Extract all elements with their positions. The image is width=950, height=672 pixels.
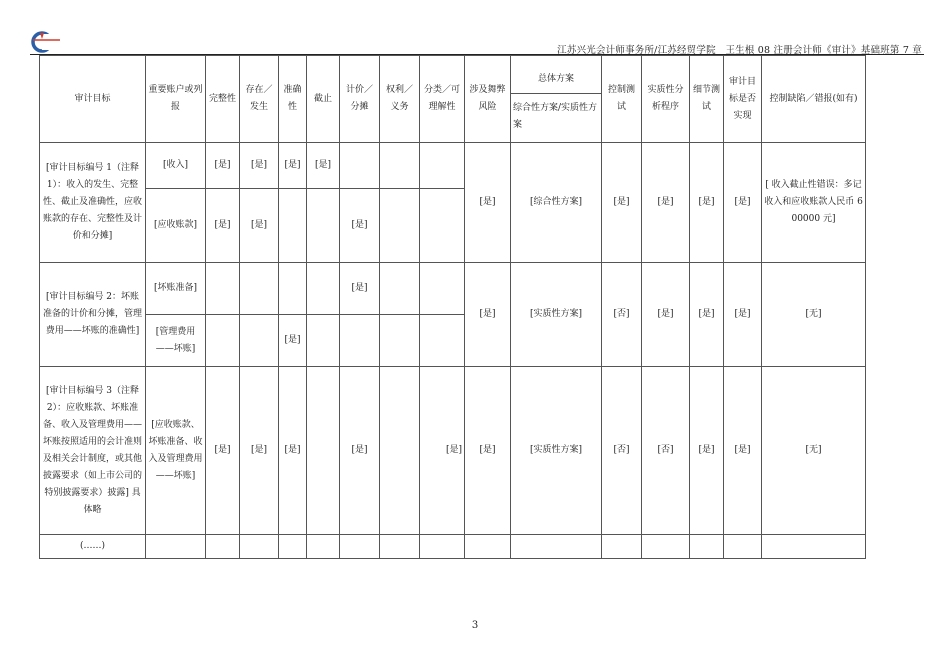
completeness-cell — [206, 263, 240, 315]
header-accuracy: 准确性 — [279, 56, 307, 143]
achieved-cell: [是] — [724, 263, 762, 367]
header-fraud-risk: 涉及舞弊风险 — [465, 56, 511, 143]
classification-cell — [420, 263, 465, 315]
completeness-cell: [是] — [206, 367, 240, 535]
header-classification: 分类／可理解性 — [420, 56, 465, 143]
detail-test-cell: [是] — [690, 263, 724, 367]
header-row — [40, 56, 866, 143]
header-account: 重要账户或列报 — [146, 56, 206, 143]
existence-cell — [240, 315, 279, 367]
completeness-cell: [是] — [206, 143, 240, 189]
fraud-risk-cell: [是] — [465, 143, 511, 263]
plan-cell: [实质性方案] — [511, 367, 602, 535]
classification-cell: [是] — [420, 367, 465, 535]
classification-cell — [420, 143, 465, 189]
valuation-cell: [是] — [340, 263, 380, 315]
classification-cell — [420, 315, 465, 367]
deficiency-cell: [无] — [762, 263, 866, 367]
overall-plan-sub-label: 综合性方案/实质性方案 — [513, 102, 598, 130]
analytical-cell: [是] — [642, 263, 690, 367]
header-analytical: 实质性分析程序 — [642, 56, 690, 143]
rights-cell — [380, 367, 420, 535]
fraud-risk-cell: [是] — [465, 367, 511, 535]
achieved-cell: [是] — [724, 367, 762, 535]
control-test-cell: [否] — [602, 367, 642, 535]
achieved-cell: [是] — [724, 143, 762, 263]
cpa-logo — [30, 29, 70, 55]
table-row — [40, 367, 866, 535]
control-test-cell: [否] — [602, 263, 642, 367]
analytical-cell: [否] — [642, 367, 690, 535]
deficiency-cell: [ 收入截止性错误：多记收入和应收账款人民币 600000 元] — [762, 143, 866, 263]
cutoff-cell — [307, 315, 340, 367]
accuracy-cell: [是] — [279, 315, 307, 367]
completeness-cell: [是] — [206, 189, 240, 263]
table-row — [40, 535, 866, 559]
accuracy-cell — [279, 263, 307, 315]
existence-cell — [240, 263, 279, 315]
header-completeness: 完整性 — [206, 56, 240, 143]
account-cell: [坏账准备] — [146, 263, 206, 315]
objective-1: [审计目标编号 1（注释 1）：收入的发生、完整性、截止及准确性，应收账款的存在、完整性及计价和分摊] — [40, 143, 146, 263]
header-valuation: 计价／分摊 — [340, 56, 380, 143]
audit-plan-table — [39, 55, 866, 559]
valuation-cell: [是] — [340, 189, 380, 263]
header-cutoff: 截止 — [307, 56, 340, 143]
detail-test-cell: [是] — [690, 143, 724, 263]
overall-plan-label: 总体方案 — [511, 65, 601, 94]
accuracy-cell: [是] — [279, 367, 307, 535]
rights-cell — [380, 263, 420, 315]
valuation-cell — [340, 315, 380, 367]
cutoff-cell — [307, 189, 340, 263]
rights-cell — [380, 189, 420, 263]
valuation-cell: [是] — [340, 367, 380, 535]
deficiency-cell: [无] — [762, 367, 866, 535]
detail-test-cell: [是] — [690, 367, 724, 535]
table-row — [40, 263, 866, 315]
table-row — [40, 143, 866, 189]
plan-cell: [实质性方案] — [511, 263, 602, 367]
header-deficiency: 控制缺陷／错报(如有) — [762, 56, 866, 143]
plan-cell: [综合性方案] — [511, 143, 602, 263]
cutoff-cell — [307, 367, 340, 535]
control-test-cell: [是] — [602, 143, 642, 263]
existence-cell: [是] — [240, 189, 279, 263]
accuracy-cell — [279, 189, 307, 263]
objective-2: [审计目标编号 2：坏账准备的计价和分摊，管理费用——坏账的准确性] — [40, 263, 146, 367]
account-cell: [管理费用——坏账] — [146, 315, 206, 367]
header-overall-plan — [511, 56, 602, 143]
completeness-cell — [206, 315, 240, 367]
objective-3: [审计目标编号 3（注释 2）：应收账款、坏账准备、收入及管理费用——坏账按照适用的会计准则及相关会计制度，或其他披露要求（如上市公司的特别披露要求）披露] 具体略 — [40, 367, 146, 535]
valuation-cell — [340, 143, 380, 189]
fraud-risk-cell: [是] — [465, 263, 511, 367]
header-existence: 存在／发生 — [240, 56, 279, 143]
running-header: 江苏兴光会计师事务所/江苏经贸学院 王生根 08 注册会计师《审计》基础班第 7 章 — [557, 45, 922, 56]
header-detail-test: 细节测试 — [690, 56, 724, 143]
account-cell: [应收账款] — [146, 189, 206, 263]
rights-cell — [380, 315, 420, 367]
classification-cell — [420, 189, 465, 263]
account-cell: [收入] — [146, 143, 206, 189]
cutoff-cell: [是] — [307, 143, 340, 189]
cutoff-cell — [307, 263, 340, 315]
page-number: 3 — [471, 620, 479, 631]
header-rights: 权利／义务 — [380, 56, 420, 143]
account-cell: [应收账款、坏账准备、收入及管理费用——坏账] — [146, 367, 206, 535]
accuracy-cell: [是] — [279, 143, 307, 189]
analytical-cell: [是] — [642, 143, 690, 263]
header-control-test: 控制测试 — [602, 56, 642, 143]
rights-cell — [380, 143, 420, 189]
header-objective: 审计目标 — [40, 56, 146, 143]
existence-cell: [是] — [240, 367, 279, 535]
existence-cell: [是] — [240, 143, 279, 189]
header-achieved: 审计目标是否实现 — [724, 56, 762, 143]
continuation-cell: (……) — [40, 535, 146, 559]
